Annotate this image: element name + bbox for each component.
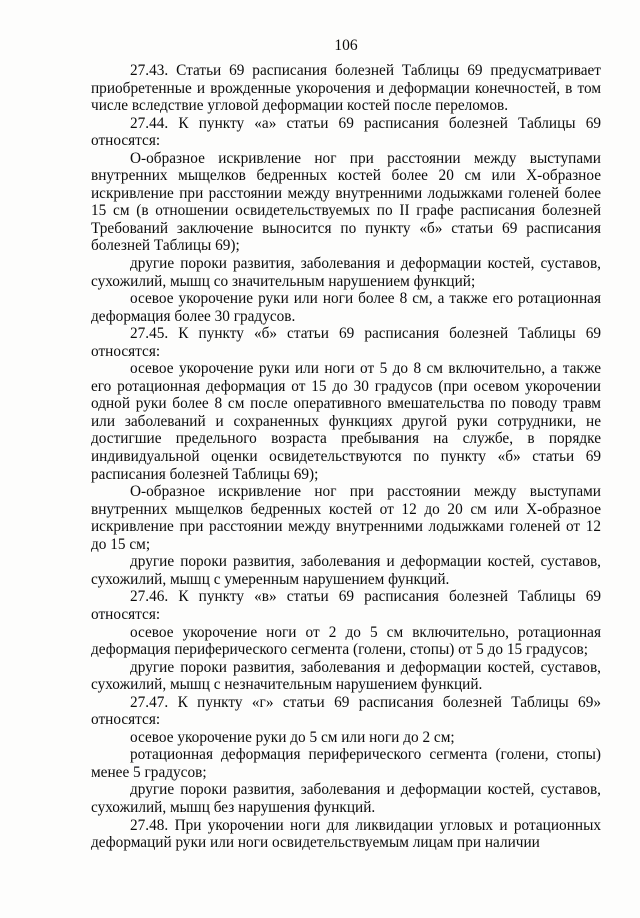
paragraph: другие пороки развития, заболевания и деформации костей, суставов, сухожилий, мышц со значительным нарушением функций; (91, 255, 601, 290)
paragraph-27-44: 27.44. К пункту «а» статьи 69 расписания болезней Таблицы 69 относятся: (91, 114, 601, 150)
paragraph-27-43: 27.43. Статьи 69 расписания болезней Таблицы 69 предусматривает приобретенные и врожденные укорочения и деформации конечностей, в том числе вследствие угловой деформации костей после переломов. (91, 62, 601, 115)
paragraph-27-47: 27.47. К пункту «г» статьи 69 расписания болезней Таблицы 69» относятся: (91, 693, 601, 729)
paragraph: другие пороки развития, заболевания и деформации костей, суставов, сухожилий, мышц без нарушения функций. (91, 781, 601, 816)
paragraph: О-образное искривление ног при расстоянии между выступами внутренних мыщелков бедренных костей от 12 до 20 см или Х-образное искривление при расстоянии между внутренними лодыжками голеней от 12 до 15 см; (91, 483, 601, 553)
body-text (91, 62, 601, 852)
page-number: 106 (334, 37, 358, 54)
paragraph: другие пороки развития, заболевания и деформации костей, суставов, сухожилий, мышц с незначительным нарушением функций. (91, 658, 601, 694)
paragraph-27-48: 27.48. При укорочении ноги для ликвидации угловых и ротационных деформаций руки или ноги освидетельствуемым лицам при наличии (91, 816, 601, 852)
paragraph: ротационная деформация периферического сегмента (голени, стопы) менее 5 градусов; (91, 746, 601, 781)
paragraph: осевое укорочение руки или ноги более 8 см, а также его ротационная деформация более 30 градусов. (91, 290, 601, 325)
paragraph: осевое укорочение ноги от 2 до 5 см включительно, ротационная деформация периферического сегмента (голени, стопы) от 5 до 15 градусов; (91, 623, 601, 659)
paragraph: осевое укорочение руки или ноги от 5 до 8 см включительно, а также его ротационная деформация от 15 до 30 градусов (при осевом укорочении одной руки более 8 см после оперативного вмешательства по поводу травм или заболеваний и сохраненных функциях другой руки сотрудники, не достигшие предельного возраста пребывания на службе, в порядке индивидуальной оценки освидетельствуются по пункту «б» статьи 69 расписания болезней Таблицы 69); (91, 360, 601, 483)
paragraph-27-46: 27.46. К пункту «в» статьи 69 расписания болезней Таблицы 69 относятся: (91, 588, 601, 623)
paragraph-27-45: 27.45. К пункту «б» статьи 69 расписания болезней Таблицы 69 относятся: (91, 325, 601, 360)
paragraph: осевое укорочение руки до 5 см или ноги до 2 см; (130, 728, 455, 746)
paragraph: О-образное искривление ног при расстоянии между выступами внутренних мыщелков бедренных костей более 20 см или Х-образное искривление при расстоянии между внутренними лодыжками голеней более 15 см (в отношении освидетельствуемых по II графе расписания болезней Требований заключение выносится по пункту «б» статьи 69 расписания болезней Таблицы 69); (91, 149, 601, 255)
paragraph: другие пороки развития, заболевания и деформации костей, суставов, сухожилий, мышц с умеренным нарушением функций. (91, 553, 601, 588)
